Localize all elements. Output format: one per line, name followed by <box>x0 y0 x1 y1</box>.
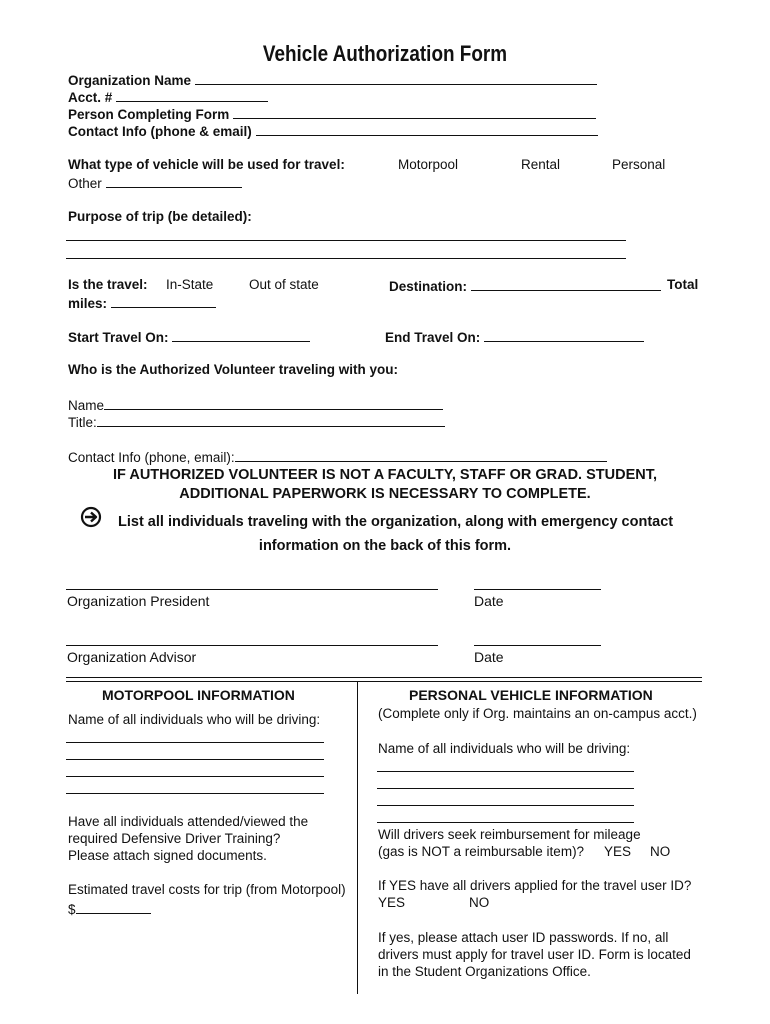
destination-field[interactable] <box>389 277 661 296</box>
person-completing-label: Person Completing Form <box>68 107 230 122</box>
contact-info-label: Contact Info (phone & email) <box>68 124 252 139</box>
volunteer-contact-line <box>235 448 607 462</box>
motorpool-heading: MOTORPOOL INFORMATION <box>102 687 295 703</box>
start-travel-label: Start Travel On: <box>68 330 169 345</box>
advisor-signature-line[interactable] <box>66 645 438 646</box>
volunteer-contact-field[interactable] <box>68 448 607 467</box>
vehicle-other-line <box>106 174 242 188</box>
personal-reimb-2: (gas is NOT a reimbursable item)? <box>378 844 585 859</box>
section-divider <box>66 677 702 682</box>
personal-driver-line-1[interactable] <box>377 771 634 772</box>
reimb-yes-option[interactable]: YES <box>604 844 632 859</box>
personal-driver-line-3[interactable] <box>377 805 634 806</box>
volunteer-title-line <box>97 413 445 427</box>
end-travel-line <box>484 328 644 342</box>
motorpool-driver-line-3[interactable] <box>66 776 324 777</box>
motorpool-costs-label: Estimated travel costs for trip (from Motorpool) <box>68 882 346 897</box>
person-completing-line <box>233 105 596 119</box>
advisor-label: Organization Advisor <box>67 649 197 665</box>
start-travel-line <box>172 328 310 342</box>
motorpool-training-3: Please attach signed documents. <box>68 848 267 863</box>
advisor-date-label: Date <box>474 649 504 665</box>
motorpool-costs-line <box>76 900 151 914</box>
vehicle-option-personal[interactable]: Personal <box>612 157 666 172</box>
organization-name-line <box>195 71 597 85</box>
motorpool-driver-line-4[interactable] <box>66 793 324 794</box>
list-individuals-line-1: List all individuals traveling with the organization, along with emergency contact <box>118 514 674 530</box>
notice-line-2: ADDITIONAL PAPERWORK IS NECESSARY TO COMPLETE. <box>179 486 591 502</box>
president-date-label: Date <box>474 593 504 609</box>
travel-out-of-state-option[interactable]: Out of state <box>249 277 319 292</box>
purpose-label: Purpose of trip (be detailed): <box>68 209 252 224</box>
motorpool-training-1: Have all individuals attended/viewed the <box>68 814 309 829</box>
page-title: Vehicle Authorization Form <box>262 41 508 66</box>
president-label: Organization President <box>67 593 210 609</box>
personal-reimb-1: Will drivers seek reimbursement for mileage <box>378 827 641 842</box>
advisor-date-line[interactable] <box>474 645 601 646</box>
volunteer-title-field[interactable] <box>68 413 445 432</box>
personal-driver-line-2[interactable] <box>377 788 634 789</box>
volunteer-question: Who is the Authorized Volunteer traveling with you: <box>68 362 399 377</box>
personal-driver-line-4[interactable] <box>377 822 634 823</box>
notice-line-1: IF AUTHORIZED VOLUNTEER IS NOT A FACULTY, STAFF OR GRAD. STUDENT, <box>112 467 657 483</box>
president-date-line[interactable] <box>474 589 601 590</box>
president-signature-line[interactable] <box>66 589 438 590</box>
motorpool-driver-line-1[interactable] <box>66 742 324 743</box>
purpose-line-2[interactable] <box>66 258 626 259</box>
vehicle-other-label: Other <box>68 176 102 191</box>
vehicle-other-field[interactable] <box>68 174 242 193</box>
column-divider <box>357 682 358 994</box>
personal-note-1: If yes, please attach user ID passwords. If no, all <box>378 930 669 945</box>
reimb-no-option[interactable]: NO <box>650 844 671 859</box>
end-travel-field[interactable] <box>385 328 644 347</box>
arrow-right-icon <box>80 506 102 528</box>
personal-note-3: in the Student Organizations Office. <box>378 964 591 979</box>
end-travel-label: End Travel On: <box>385 330 481 345</box>
personal-subheading: (Complete only if Org. maintains an on-campus acct.) <box>378 706 697 721</box>
travel-in-state-option[interactable]: In-State <box>166 277 214 292</box>
destination-line <box>471 277 661 291</box>
contact-info-field[interactable] <box>68 122 598 141</box>
motorpool-training-2: required Defensive Driver Training? <box>68 831 281 846</box>
is-travel-label: Is the travel: <box>68 277 148 292</box>
vehicle-option-motorpool[interactable]: Motorpool <box>398 157 459 172</box>
list-individuals-line-2: information on the back of this form. <box>258 538 512 554</box>
miles-label: miles: <box>68 296 108 311</box>
userid-no-option[interactable]: NO <box>469 895 490 910</box>
contact-info-line <box>256 122 598 136</box>
total-label: Total <box>667 277 699 292</box>
volunteer-name-label: Name <box>68 398 105 413</box>
miles-field[interactable] <box>68 294 216 313</box>
organization-name-label: Organization Name <box>68 73 192 88</box>
userid-yes-option[interactable]: YES <box>378 895 406 910</box>
personal-heading: PERSONAL VEHICLE INFORMATION <box>409 687 653 703</box>
start-travel-field[interactable] <box>68 328 310 347</box>
volunteer-contact-label: Contact Info (phone, email): <box>68 450 235 465</box>
purpose-line-1[interactable] <box>66 240 626 241</box>
vehicle-type-question: What type of vehicle will be used for travel: <box>68 157 345 172</box>
destination-label: Destination: <box>389 279 468 294</box>
motorpool-drivers-label: Name of all individuals who will be driving: <box>68 712 321 727</box>
personal-note-2: drivers must apply for travel user ID. Form is located <box>378 947 691 962</box>
motorpool-driver-line-2[interactable] <box>66 759 324 760</box>
acct-number-line <box>116 88 268 102</box>
personal-userid-question: If YES have all drivers applied for the travel user ID? <box>378 878 692 893</box>
vehicle-option-rental[interactable]: Rental <box>521 157 561 172</box>
motorpool-costs-field[interactable] <box>68 900 151 919</box>
acct-number-label: Acct. # <box>68 90 113 105</box>
personal-drivers-label: Name of all individuals who will be driving: <box>378 741 631 756</box>
dollar-sign: $ <box>68 902 76 917</box>
volunteer-title-label: Title: <box>68 415 97 430</box>
miles-line <box>111 294 216 308</box>
volunteer-name-line <box>104 396 443 410</box>
